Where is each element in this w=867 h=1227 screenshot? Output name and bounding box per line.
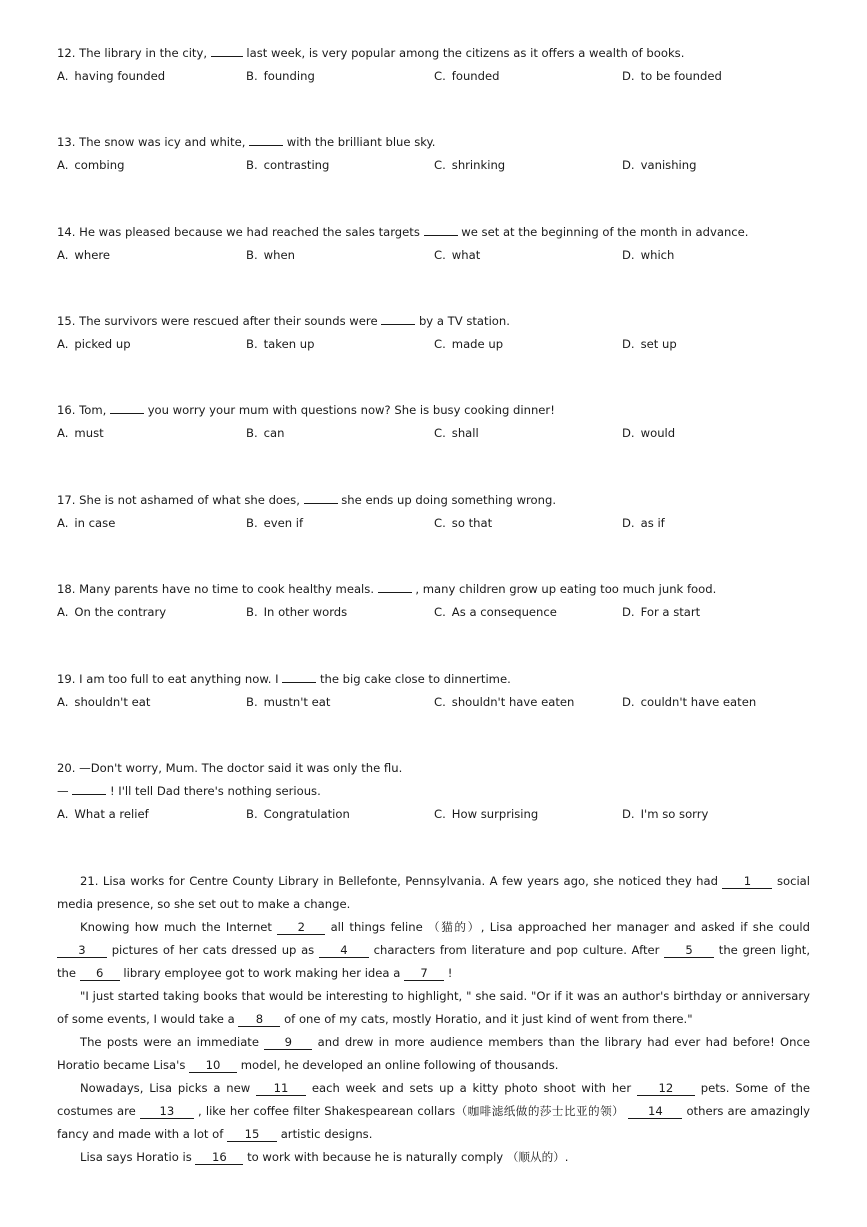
option-a: A. combing [57,158,125,172]
options [57,806,817,822]
option-b: B. contrasting [246,158,330,172]
cloze-blank: 10 [189,1058,237,1073]
option-d: D. For a start [622,605,701,619]
option-a: A. must [57,426,104,440]
cloze-blank: 14 [628,1104,682,1119]
option-b: B. In other words [246,605,348,619]
answer-blank [211,45,243,57]
question-stem [57,581,817,597]
option-b: B. when [246,248,295,262]
options [57,247,817,263]
stem-text: 16. Tom, [57,403,107,417]
option-a: A. On the contrary [57,605,167,619]
cloze-blank: 2 [277,920,325,935]
question-18 [57,581,817,620]
option-d: D. which [622,248,675,262]
stem-text: , many children grow up eating too much junk food. [415,582,717,596]
passage-paragraph: The posts were an immediate 9 and drew in more audience members than the library had ever had before! Once Horatio became Lisa's 10 model, he developed an online following of thousands. [57,1035,811,1072]
option-b: B. mustn't eat [246,695,331,709]
option-c: C. made up [434,337,504,351]
question-stem [57,224,817,240]
question-14 [57,224,817,263]
stem-text: you worry your mum with questions now? She is busy cooking dinner! [147,403,555,417]
cloze-blank: 3 [57,943,107,958]
option-b: B. founding [246,69,315,83]
stem-text: 13. The snow was icy and white, [57,135,246,149]
stem-text: the big cake close to dinnertime. [319,672,511,686]
stem-text: 18. Many parents have no time to cook healthy meals. [57,582,374,596]
option-b: B. can [246,426,285,440]
question-stem [57,671,817,687]
option-d: D. vanishing [622,158,697,172]
stem-text: last week, is very popular among the citizens as it offers a wealth of books. [246,46,685,60]
answer-blank [378,581,412,593]
option-d: D. would [622,426,676,440]
stem-text: she ends up doing something wrong. [341,493,557,507]
option-c: C. As a consequence [434,605,557,619]
passage-paragraph: Knowing how much the Internet 2 all things feline （猫的）, Lisa approached her manager and asked if she could 3 pictures of her cats dressed up as 4 characters from literature and pop culture. After 5 the green light, the 6 library employee got to work making her idea a 7 ! [57,920,811,980]
option-a: A. having founded [57,69,166,83]
passage-paragraph: "I just started taking books that would be interesting to highlight, " she said. "Or if it was an author's birthday or anniversary of some events, I would take a 8 of one of my cats, mostly Horatio, and it just kind of went from there." [57,989,810,1026]
question-stem: 20. —Don't worry, Mum. The doctor said it was only the flu. [57,761,403,775]
option-d: D. couldn't have eaten [622,695,757,709]
option-c: C. How surprising [434,807,539,821]
question-17 [57,492,817,531]
option-c: C. so that [434,516,493,530]
stem-text: 14. He was pleased because we had reached the sales targets [57,225,420,239]
option-b: B. even if [246,516,304,530]
cloze-passage [57,870,810,1169]
cloze-blank: 6 [80,966,120,981]
question-15 [57,313,817,352]
option-a: A. where [57,248,111,262]
answer-blank [282,671,316,683]
option-c: C. shouldn't have eaten [434,695,575,709]
cloze-blank: 5 [664,943,714,958]
cloze-blank: 12 [637,1081,695,1096]
cloze-blank: 9 [264,1035,312,1050]
question-13 [57,134,817,173]
option-c: C. founded [434,69,500,83]
options [57,515,817,531]
option-c: C. shall [434,426,479,440]
question-20 [57,760,817,822]
option-d: D. as if [622,516,665,530]
question-stem [57,402,817,418]
cloze-blank: 7 [404,966,444,981]
cloze-blank: 4 [319,943,369,958]
answer-blank [72,783,106,795]
stem-text: 19. I am too full to eat anything now. I [57,672,279,686]
cloze-blank: 16 [195,1150,243,1165]
cloze-blank: 11 [256,1081,306,1096]
stem-text: with the brilliant blue sky. [286,135,436,149]
question-stem [57,45,817,61]
option-a: A. picked up [57,337,131,351]
stem-text: we set at the beginning of the month in advance. [461,225,749,239]
answer-blank [249,134,283,146]
option-a: A. What a relief [57,807,149,821]
question-19 [57,671,817,710]
answer-blank [424,224,458,236]
option-a: A. shouldn't eat [57,695,151,709]
options [57,336,817,352]
question-stem [57,492,817,508]
options [57,694,817,710]
passage-paragraph: 21. Lisa works for Centre County Library in Bellefonte, Pennsylvania. A few years ago, she noticed they had 1 social media presence, so she set out to make a change. [57,874,811,911]
cloze-blank: 15 [227,1127,277,1142]
stem-text: 12. The library in the city, [57,46,208,60]
option-c: C. shrinking [434,158,506,172]
options [57,157,817,173]
reply-dash: — [57,784,69,798]
cloze-blank: 8 [238,1012,280,1027]
answer-blank [110,402,144,414]
question-12 [57,45,817,84]
passage-paragraph: Nowadays, Lisa picks a new 11 each week and sets up a kitty photo shoot with her 12 pets. Some of the costumes are 13 , like her coffee filter Shakespearean collars（咖啡滤纸做的莎士比亚的领） 14 others are amazingly fancy and made with a lot of 15 artistic designs. [57,1081,811,1141]
option-b: B. taken up [246,337,315,351]
stem-text: by a TV station. [418,314,510,328]
question-stem [57,313,817,329]
stem-text: 15. The survivors were rescued after their sounds were [57,314,378,328]
option-c: C. what [434,248,481,262]
options [57,604,817,620]
passage-paragraph: Lisa says Horatio is 16 to work with because he is naturally comply （顺从的）. [80,1150,569,1164]
option-b: B. Congratulation [246,807,350,821]
cloze-blank: 1 [722,874,772,889]
cloze-blank: 13 [140,1104,194,1119]
question-reply [57,783,817,799]
answer-blank [381,313,415,325]
option-a: A. in case [57,516,116,530]
question-16 [57,402,817,441]
option-d: D. set up [622,337,677,351]
stem-text: 17. She is not ashamed of what she does, [57,493,300,507]
answer-blank [304,492,338,504]
question-stem [57,134,817,150]
option-d: D. I'm so sorry [622,807,709,821]
options [57,425,817,441]
option-d: D. to be founded [622,69,722,83]
options [57,68,817,84]
reply-text: ! I'll tell Dad there's nothing serious. [109,784,321,798]
